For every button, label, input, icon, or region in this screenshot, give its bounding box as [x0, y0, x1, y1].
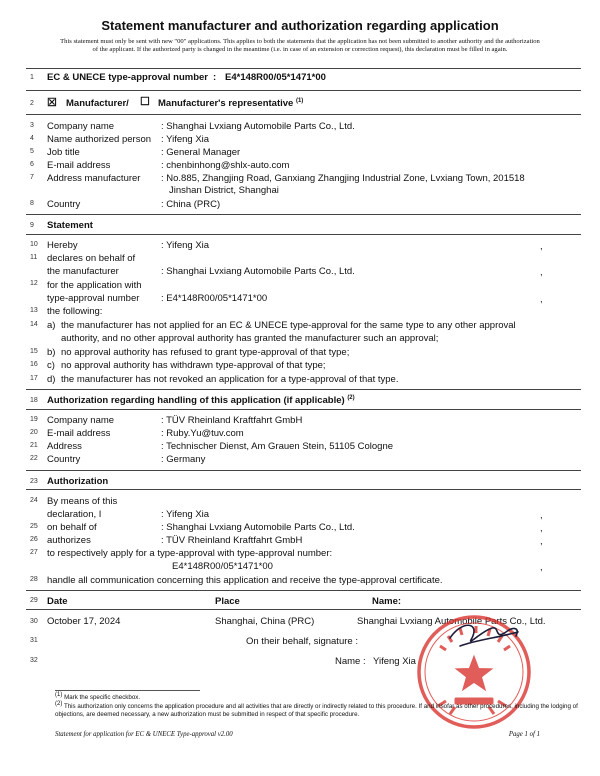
job-title-value: : General Manager [161, 147, 241, 158]
handling-country-value: : Germany [161, 454, 206, 465]
signatory-name-label: Name : [335, 656, 366, 667]
authorizes-value: : TÜV Rheinland Kraftfahrt GmbH [161, 535, 303, 546]
line-number: 21 [30, 442, 38, 449]
company-name-label: Company name [47, 121, 115, 132]
type-approval-number-label: type-approval number [47, 293, 140, 304]
line-number: 9 [30, 222, 34, 229]
line-number: 5 [30, 148, 34, 155]
line-number: 2 [30, 100, 34, 107]
divider [26, 68, 581, 69]
divider [26, 409, 581, 410]
signature-label: On their behalf, signature : [246, 636, 358, 647]
type-approval-value: E4*148R00/05*1471*00 [225, 72, 326, 83]
line-number: 15 [30, 348, 38, 355]
footnote-2: $^{(2)}$ This authorization only concerns the application procedure and all activities that are directly or indirectly related to this procedure. If and insofar as other procedures, including the lodging of objections, are deemed necessary, a new authorization must be submitted in respect of that specific procedure. [55, 700, 578, 718]
line-number: 4 [30, 135, 34, 142]
line-number: 24 [30, 497, 38, 504]
manufacturer-label: Manufacturer/ [66, 98, 129, 109]
address-value: : No.885, Zhangjing Road, Ganxiang Zhangjing Industrial Zone, Lvxiang Town, 201518 [161, 173, 525, 184]
hereby-value: : Yifeng Xia [161, 240, 210, 251]
footnote-divider [55, 690, 200, 691]
item-a-text-line2: authority, and no other approval authority has granted the manufacturer such an approval; [61, 333, 439, 344]
divider [26, 590, 581, 591]
manufacturer-value: : Shanghai Lvxiang Automobile Parts Co., Ltd. [161, 266, 355, 277]
comma: , [540, 523, 543, 534]
on-behalf-value: : Shanghai Lvxiang Automobile Parts Co., Ltd. [161, 522, 355, 533]
handle-text: handle all communication concerning this application and receive the type-approval certificate. [47, 575, 443, 586]
company-name-value: : Shanghai Lvxiang Automobile Parts Co., Ltd. [161, 121, 355, 132]
line-number: 14 [30, 321, 38, 328]
authorization-heading: Authorization [47, 476, 109, 487]
page-subtitle: This statement must only be sent with new "00" applications. This applies to both the statements that the application has not been submitted to another authority and the authorization of the applicant. If the authorized party is changed in the meantime (i.e. in case of an extension or correction request), this declaration must be filled in again. [60, 38, 540, 53]
line-number: 6 [30, 161, 34, 168]
line-number: 13 [30, 307, 38, 314]
handling-company-value: : TÜV Rheinland Kraftfahrt GmbH [161, 415, 303, 426]
apply-text: to respectively apply for a type-approval with type-approval number: [47, 548, 333, 559]
footnote-1: $^{(1)}$ Mark the specific checkbox. [55, 691, 141, 701]
handling-email-label: E-mail address [47, 428, 111, 439]
representative-checkbox[interactable]: ☐ [140, 96, 150, 108]
item-d-label: d) [47, 374, 56, 385]
line-number: 18 [30, 397, 38, 404]
manufacturer-checkbox[interactable]: ☒ [47, 97, 57, 109]
handling-address-value: : Technischer Dienst, Am Grauen Stein, 51105 Cologne [161, 441, 394, 452]
line-number: 16 [30, 361, 38, 368]
line-number: 31 [30, 637, 38, 644]
line-number: 30 [30, 618, 38, 625]
address-value-line2: Jinshan District, Shanghai [169, 185, 279, 196]
declares-label: declares on behalf of [47, 253, 136, 264]
address-label: Address manufacturer [47, 173, 141, 184]
handling-email-value: : Ruby.Yu@tuv.com [161, 428, 244, 439]
comma: , [540, 562, 543, 573]
line-number: 3 [30, 122, 34, 129]
handling-heading: Authorization regarding handling of this application (if applicable) $^{(2)}$ [47, 394, 355, 406]
page-title: Statement manufacturer and authorization regarding application [101, 18, 499, 33]
signatory-name: Yifeng Xia [373, 656, 416, 667]
comma: , [540, 241, 543, 252]
line-number: 10 [30, 241, 38, 248]
item-c-label: c) [47, 360, 55, 371]
authorizes-label: authorizes [47, 535, 91, 546]
line-number: 32 [30, 657, 38, 664]
line-number: 17 [30, 375, 38, 382]
line-number: 22 [30, 455, 38, 462]
item-d-text: the manufacturer has not revoked an application for a type-approval of that type. [61, 374, 399, 385]
handling-address-label: Address [47, 441, 82, 452]
country-value: : China (PRC) [161, 199, 221, 210]
country-label: Country [47, 199, 81, 210]
on-behalf-label: on behalf of [47, 522, 97, 533]
line-number: 29 [30, 597, 38, 604]
divider [26, 214, 581, 215]
item-a-text: the manufacturer has not applied for an EC & UNECE type-approval for the same type to any other approval [61, 320, 516, 331]
declaration-value: : Yifeng Xia [161, 509, 210, 520]
apply-value: E4*148R00/05*1471*00 [172, 561, 273, 572]
item-b-text: no approval authority has refused to grant type-approval of that type; [61, 347, 350, 358]
date-value: October 17, 2024 [47, 616, 121, 627]
line-number: 1 [30, 74, 34, 81]
line-number: 28 [30, 576, 38, 583]
line-number: 8 [30, 200, 34, 207]
type-approval-label: EC & UNECE type-approval number [47, 72, 208, 83]
date-header: Date [47, 596, 68, 607]
authorized-person-label: Name authorized person [47, 134, 152, 145]
line-number: 7 [30, 174, 34, 181]
comma: , [540, 294, 543, 305]
type-approval-number-value: : E4*148R00/05*1471*00 [161, 293, 268, 304]
footer-page-number: Page 1 of 1 [508, 731, 540, 738]
declaration-label: declaration, I [47, 509, 102, 520]
signatory-company: Shanghai Lvxiang Automobile Parts Co., Ltd. [357, 616, 546, 627]
job-title-label: Job title [47, 147, 80, 158]
hereby-label: Hereby [47, 240, 78, 251]
representative-label: Manufacturer's representative $^{(1)}$ [158, 97, 304, 109]
type-approval-colon: : [213, 72, 217, 83]
divider [26, 114, 581, 115]
line-number: 27 [30, 549, 38, 556]
comma: , [540, 536, 543, 547]
name-header: Name: [372, 596, 402, 607]
line-number: 19 [30, 416, 38, 423]
divider [26, 90, 581, 91]
statement-heading: Statement [47, 220, 93, 231]
place-value: Shanghai, China (PRC) [215, 616, 315, 627]
divider [26, 489, 581, 490]
application-label: for the application with [47, 280, 142, 291]
following-label: the following: [47, 306, 103, 317]
divider [26, 470, 581, 471]
divider [26, 389, 581, 390]
line-number: 11 [30, 254, 38, 261]
item-c-text: no approval authority has withdrawn type-approval of that type; [61, 360, 326, 371]
line-number: 25 [30, 523, 38, 530]
comma: , [540, 510, 543, 521]
item-b-label: b) [47, 347, 56, 358]
means-label: By means of this [47, 496, 118, 507]
line-number: 20 [30, 429, 38, 436]
footer-document-title: Statement for application for EC & UNECE Type-approval v2.00 [55, 731, 233, 738]
handling-company-label: Company name [47, 415, 115, 426]
comma: , [540, 267, 543, 278]
line-number: 12 [30, 280, 38, 287]
line-number: 26 [30, 536, 38, 543]
divider [26, 234, 581, 235]
email-label: E-mail address [47, 160, 111, 171]
manufacturer-label: the manufacturer [47, 266, 119, 277]
item-a-label: a) [47, 320, 56, 331]
place-header: Place [215, 596, 240, 607]
authorized-person-value: : Yifeng Xia [161, 134, 210, 145]
email-value: : chenbinhong@shlx-auto.com [161, 160, 290, 171]
line-number: 23 [30, 478, 38, 485]
handling-country-label: Country [47, 454, 81, 465]
